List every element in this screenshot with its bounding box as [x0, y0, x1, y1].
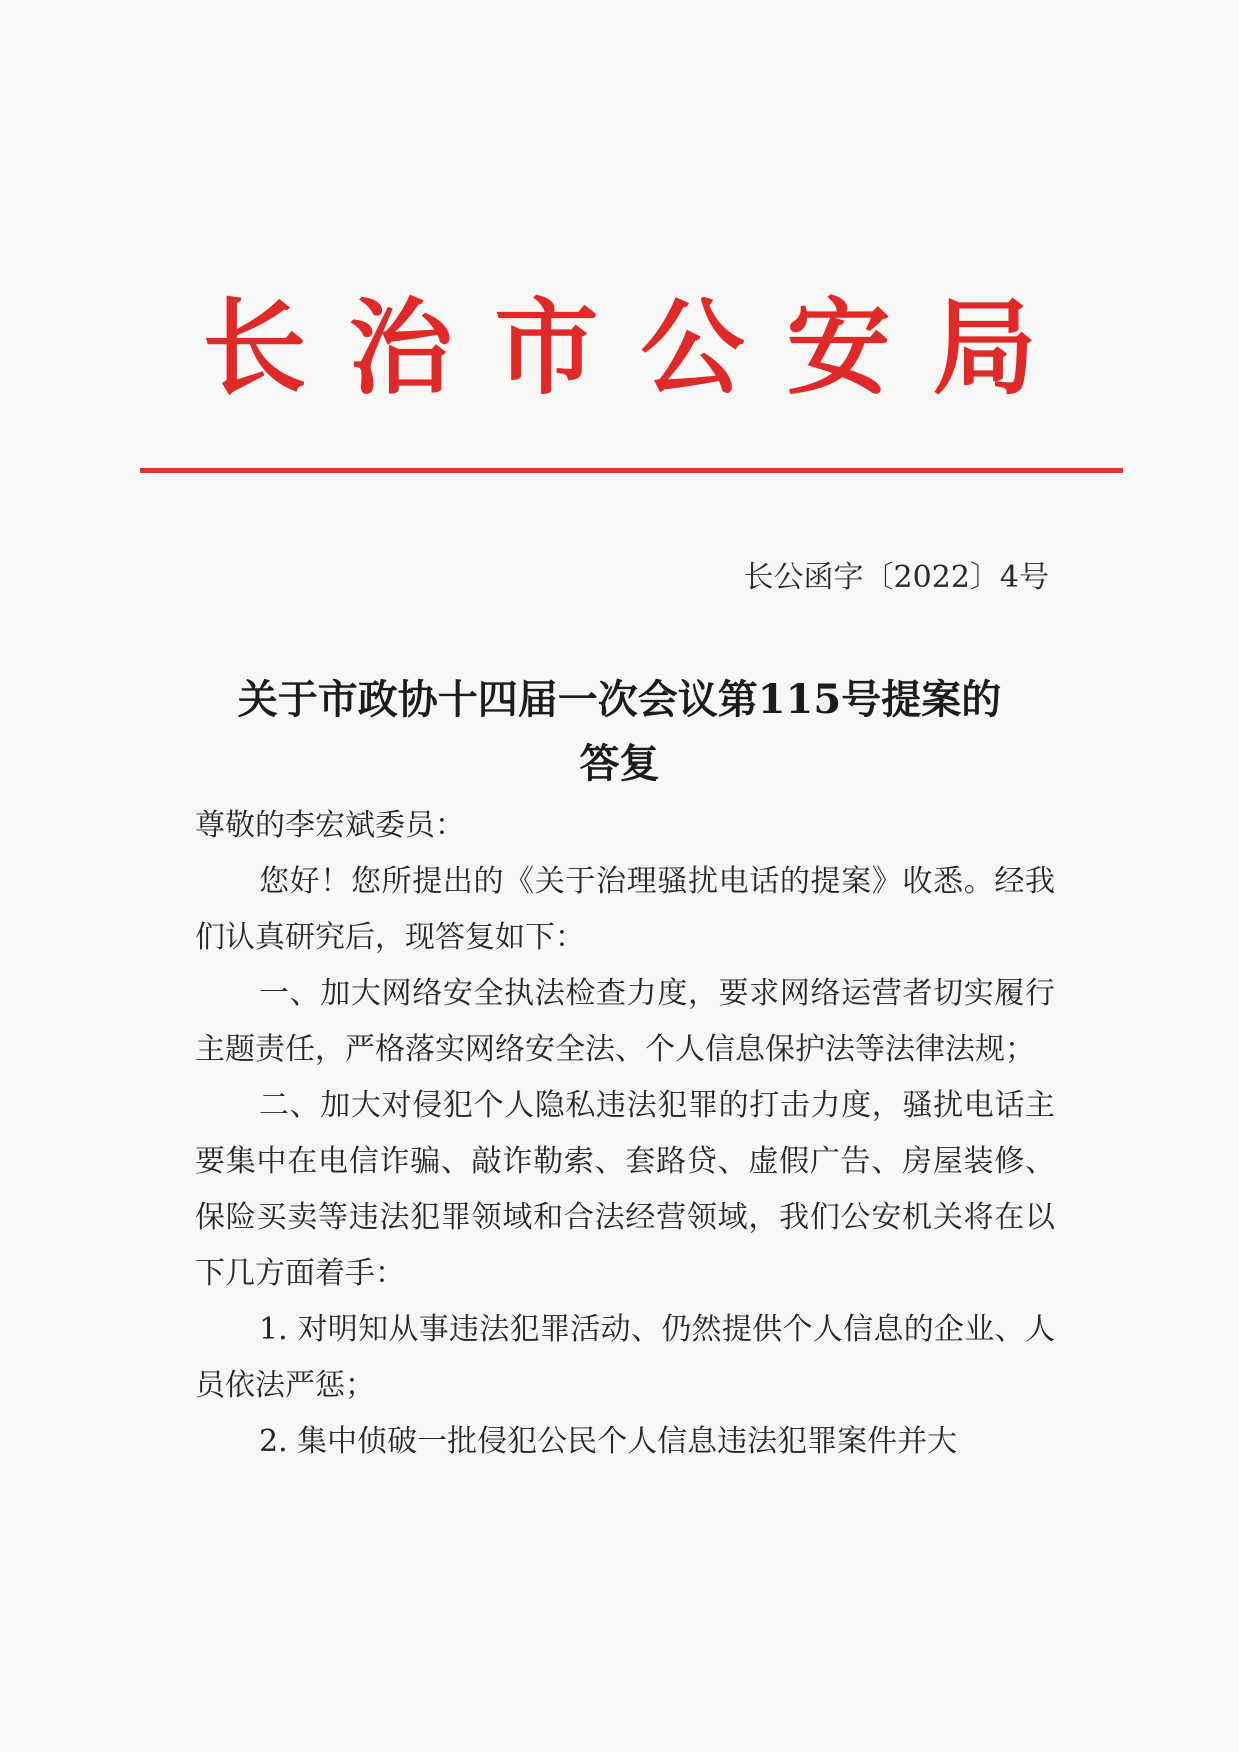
red-divider-line: [140, 468, 1123, 473]
paragraph-point-2: 二、加大对侵犯个人隐私违法犯罪的打击力度，骚扰电话主要集中在电信诈骗、敲诈勒索、套路贷、虚假广告、房屋装修、保险买卖等违法犯罪领域和合法经营领域，我们公安机关将在以下几方面着手：: [195, 1088, 1055, 1291]
title-line-1: 关于市政协十四届一次会议第115号提案的: [237, 676, 1002, 723]
organization-letterhead: 长治市公安局: [202, 286, 1079, 409]
title-line-2: 答复: [579, 740, 660, 787]
document-title: [150, 668, 1089, 796]
paragraph-point-1: 一、加大网络安全执法检查力度，要求网络运营者切实履行主题责任，严格落实网络安全法、个人信息保护法等法律法规；: [195, 976, 1055, 1067]
paragraph-intro: 您好！您所提出的《关于治理骚扰电话的提案》收悉。经我们认真研究后，现答复如下：: [195, 864, 1055, 955]
letter-body: [195, 798, 1055, 1470]
document-number: 长公函字〔2022〕4号: [743, 560, 1049, 595]
paragraph-subpoint-2: 2. 集中侦破一批侵犯公民个人信息违法犯罪案件并大: [259, 1424, 958, 1459]
salutation: 尊敬的李宏斌委员：: [195, 808, 465, 843]
paragraph-subpoint-1: 1. 对明知从事违法犯罪活动、仍然提供个人信息的企业、人员依法严惩；: [195, 1312, 1055, 1403]
